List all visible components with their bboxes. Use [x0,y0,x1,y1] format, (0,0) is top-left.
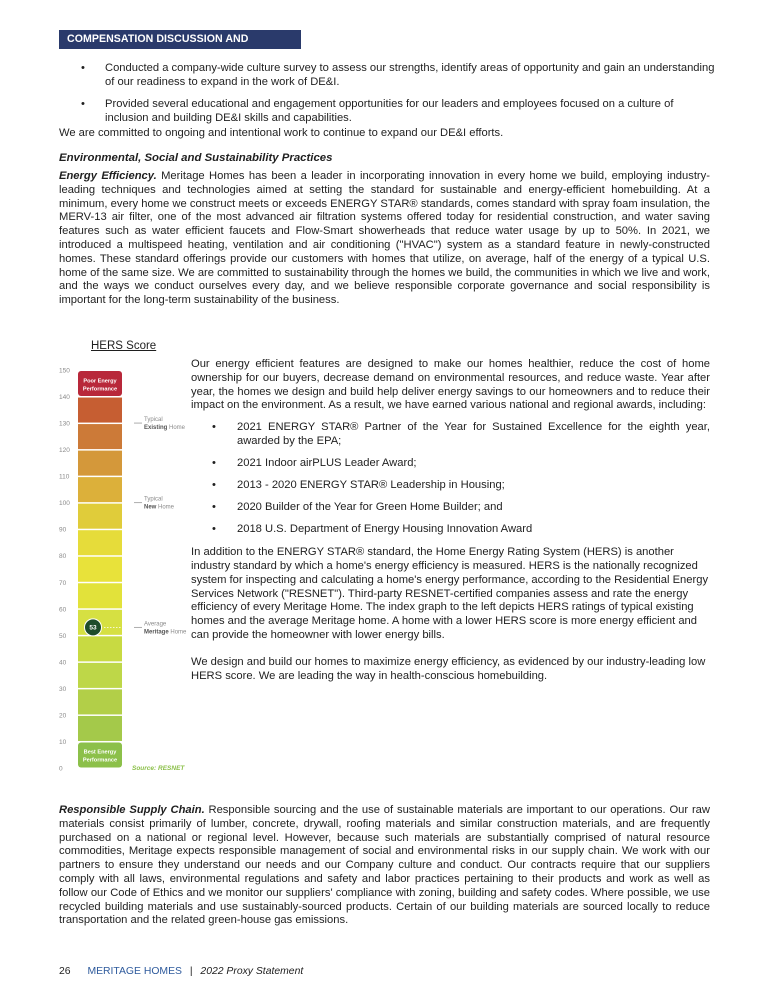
bullet-icon: • [212,523,216,536]
page-footer [59,966,303,977]
marker-label: Typical [144,417,163,424]
hers-band [78,424,122,449]
best-energy-label: Best Energy [83,749,117,756]
marker-label-rest: Home [167,425,186,432]
y-tick-label: 140 [59,394,70,402]
hers-band [78,451,122,476]
dei-bullet-list [59,61,719,133]
list-item: • 2013 - 2020 ENERGY STAR® Leadership in Housing; [212,479,505,492]
list-item: • 2021 ENERGY STAR® Partner of the Year for Sustained Excellence for the eighth year, awarded by the EPA; [212,421,710,448]
marker-label-bold: New [144,504,157,511]
y-tick-label: 130 [59,420,70,428]
y-tick-label: 50 [59,632,67,640]
hers-band [78,398,122,423]
hers-band [78,504,122,529]
design-paragraph: We design and build our homes to maximize energy efficiency, as evidenced by our industry-leading low HERS score. We are leading the way in health-conscious homebuilding. [191,655,706,682]
list-item: • 2018 U.S. Department of Energy Housing Innovation Award [212,523,533,536]
marker-label-bold: Meritage [144,629,169,636]
hers-band [78,689,122,714]
marker-label [144,505,175,511]
features-intro: Our energy efficient features are designed to make our homes healthier, reduce the cost of home ownership for our buyers, decrease demand on environmental resources, and reduce waste. Year after year, the homes we design and build help deliver energy savings to our homeowners and to reduce their impact on the environment. As a result, we have earned various national and regional awards, including: [191,358,710,412]
list-item: • Conducted a company-wide culture survey to assess our strengths, identify areas of opportunity and gain an understanding of our readiness to expand in the work of DE&I. [81,62,715,88]
hers-chart [50,360,190,780]
marker-label: Average [144,621,167,628]
y-tick-label: 0 [59,765,63,773]
hers-band [78,663,122,688]
awards-list [191,420,710,536]
bullet-icon: • [81,62,85,74]
bullet-icon: • [212,421,216,434]
y-tick-label: 20 [59,712,67,720]
poor-energy-label: Poor Energy [83,378,117,385]
page-number: 26 [59,966,71,977]
marker-label [144,425,186,431]
hers-paragraph: In addition to the ENERGY STAR® standard, the Home Energy Rating System (HERS) is another industry standard by which a home's energy efficiency is measured. HERS is the nationally recognized system for inspecting and calculating a home's energy performance, according to the Residential Energy Services Network ("RESNET"). Third-party RESNET-certified companies assess and rate the energy efficiency of every Meritage Home. The index graph to the left depicts HERS ratings of typical existing homes and the average Meritage home. A home with a lower HERS score is more energy efficient and can provide the homeowner with lower energy bills. [191,546,709,641]
hers-text-column [191,358,710,683]
energy-efficiency-paragraph: Energy Efficiency. Meritage Homes has been a leader in incorporating innovation in every home we build, employing industry-leading techniques and technologies aimed at setting the standard for sustainable and energy-efficient homebuilding. At a minimum, every home we construct meets or exceeds ENERGY STAR® standards, comes standard with spray foam insulation, the MERV-13 air filter, one of the most advanced air filtration systems offered today for residential construction, and water saving features such as water efficient faucets and Flow-Smart showerheads that reduce water usage by up to 50%. In 2021, we introduced a multispeed heating, ventilation and air conditioning ("HVAC") system as a standard feature in newly-constructed homes. These standard offerings provide our customers with homes that utilize, on average, half of the energy of a typical U.S. home of the same size. We are committed to sustainability through the homes we build, the communities in which we live and work, and the ways we conduct ourselves every day, and we believe responsible corporate governance and social responsibility is important for the long-term sustainability of the business. [59,170,710,307]
y-tick-label: 90 [59,526,67,534]
list-item: • 2021 Indoor airPLUS Leader Award; [212,457,417,470]
bullet-icon: • [81,98,85,110]
y-tick-label: 10 [59,738,67,746]
marker-label-rest: Home [168,629,187,636]
y-tick-label: 60 [59,606,67,614]
marker-label-rest: Home [156,504,175,511]
footer-brand: MERITAGE HOMES [87,966,182,977]
poor-energy-label: Performance [82,386,118,393]
y-tick-label: 80 [59,553,67,561]
hers-band [78,716,122,741]
y-tick-label: 120 [59,447,70,455]
y-tick-label: 110 [59,473,70,481]
marker-label-bold: Existing [144,425,168,432]
chart-source-label: Source: RESNET [132,765,185,772]
marker-label [144,629,187,635]
list-item: • Provided several educational and engagement opportunities for our leaders and employees focused on a culture of inclusion and building DE&I skills and capabilities. [81,98,674,124]
list-item: • 2020 Builder of the Year for Green Home Builder; and [212,501,503,514]
supply-chain-paragraph: Responsible Supply Chain. Responsible sourcing and the use of sustainable materials are important to our operations. Our raw materials consist primarily of lumber, concrete, drywall, roofing materials and similar construction materials, and are frequently purchased on a national or regional level. However, because such materials are substantially comprised of natural resource commodities, Meritage expects responsible management of social and environmental risks in our supply chain. We work with our partners to ensure they understand our needs and our Company culture and conduct. Our contracts require that our suppliers comply with all laws, environmental regulations and safety and labor practices pertaining to their products and work as well as follow our Code of Ethics and we monitor our suppliers' compliance with zoning, building and safety codes. Where possible, we use recycled building materials and use sustainably-sourced products. Certain of our building materials are sourced locally to reduce transportation and the related green-house gas emissions. [59,804,710,927]
hers-chart-title: HERS Score [91,340,157,352]
dei-closing: We are committed to ongoing and intentional work to continue to expand our DE&I efforts. [59,127,504,139]
bullet-icon: • [212,457,216,470]
y-tick-label: 30 [59,685,67,693]
supply-chain-label: Responsible Supply Chain. [59,804,205,816]
hers-band [78,477,122,502]
footer-separator: | [189,966,193,977]
marker-label: Typical [144,496,163,503]
best-energy-label: Performance [82,757,118,764]
hers-band [78,557,122,582]
y-tick-label: 40 [59,659,67,667]
energy-efficiency-label: Energy Efficiency. [59,170,157,182]
y-tick-label: 150 [59,367,70,375]
esg-heading: Environmental, Social and Sustainability Practices [59,152,333,164]
hers-band [78,636,122,661]
meritage-score-value: 53 [89,624,97,632]
y-tick-label: 100 [59,500,70,508]
y-tick-label: 70 [59,579,67,587]
hers-band [78,583,122,608]
footer-document-title: 2022 Proxy Statement [200,966,304,977]
hers-band [78,530,122,555]
section-tag: COMPENSATION DISCUSSION AND ANALYSIS [59,30,301,49]
bullet-icon: • [212,479,216,492]
bullet-icon: • [212,501,216,514]
